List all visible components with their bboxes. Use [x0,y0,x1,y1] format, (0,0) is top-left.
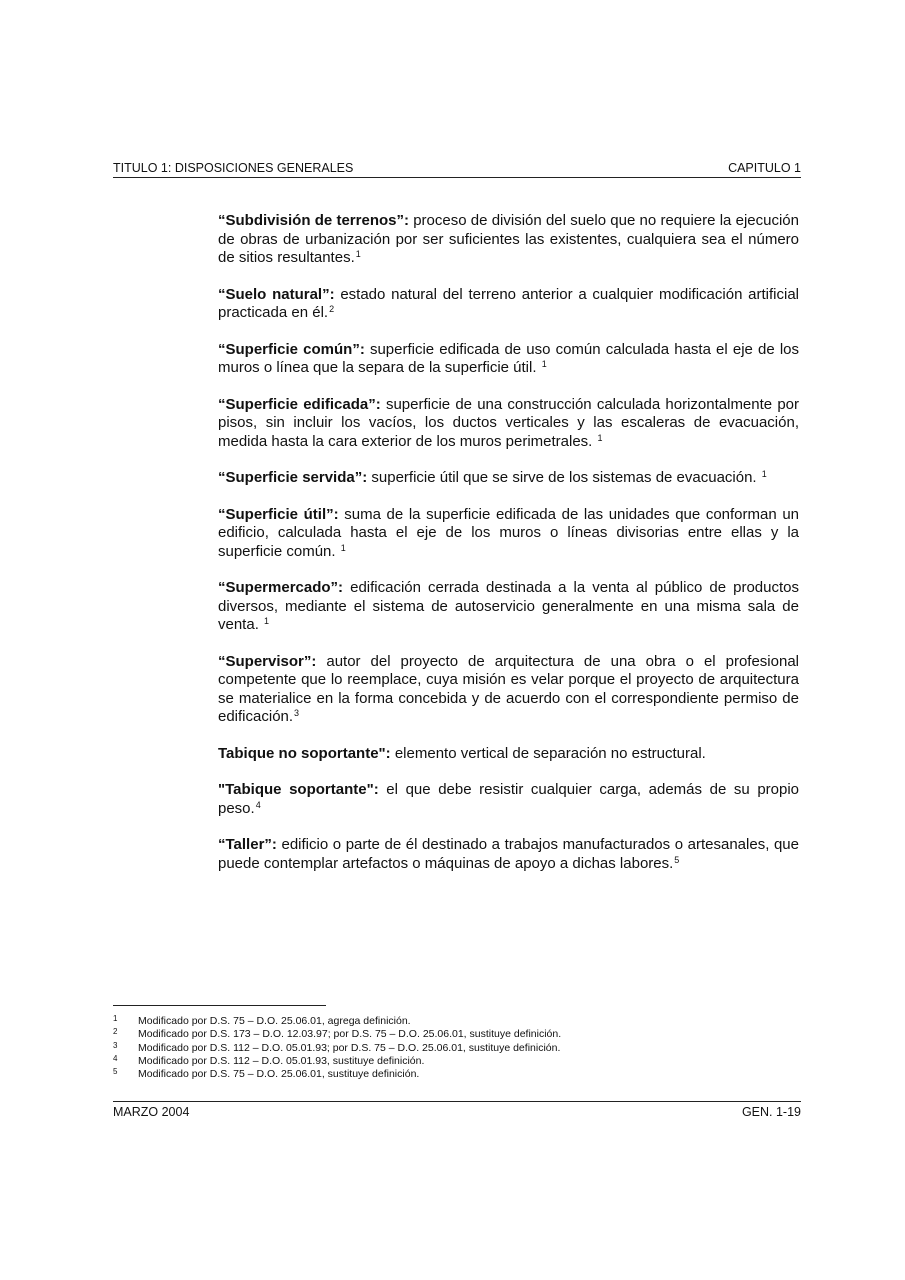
definition-entry [218,286,799,323]
footnote-ref: 4 [255,799,261,810]
definition-entry [218,781,799,818]
definition-term: “Taller”: [218,836,277,853]
definition-entry [218,836,799,873]
footnote-text: Modificado por D.S. 75 – D.O. 25.06.01, sustituye definición. [138,1068,420,1081]
footnote-ref: 5 [674,854,680,865]
definition-term: “Subdivisión de terrenos”: [218,212,409,229]
footnote-ref: 3 [294,708,300,718]
definition-term: “Superficie servida”: [218,469,368,486]
footnote-ref: 1 [355,249,361,259]
definition-term: “Supervisor”: [218,652,317,670]
definition-entry [218,653,799,727]
footnote-text: Modificado por D.S. 112 – D.O. 05.01.93, sustituye definición. [138,1054,425,1067]
footnote-number: 4 [113,1053,118,1063]
definition-term: “Superficie útil”: [218,505,339,523]
page-number: GEN. 1-19 [741,1105,801,1119]
definition-text: suma de la superficie edificada de las unidades que conforman un edificio, calculada hasta el eje de los muros o líneas divisorias entre ellas y la superficie común. [218,505,800,560]
footnote-number: 3 [113,1040,118,1050]
footnotes [113,1015,561,1081]
definition-entry [218,469,799,488]
footnote [113,1042,561,1055]
definition-text: superficie edificada de uso común calculada hasta el eje de los muros o línea que la separa de la superficie útil. [218,340,799,376]
definition-term: “Superficie común”: [218,340,365,358]
header-title: TITULO 1: DISPOSICIONES GENERALES [113,161,354,175]
footnote [113,1068,561,1081]
definition-text: el que debe resistir cualquier carga, además de su propio peso. [218,781,800,817]
footnote [113,1028,561,1041]
footnote-number: 2 [113,1027,118,1037]
definition-entry [218,396,799,452]
definition-term: “Suelo natural”: [218,285,335,303]
footnote-number: 1 [113,1014,118,1023]
footnote-ref: 1 [340,542,346,553]
definition-entry [218,506,799,562]
page-header [113,161,801,178]
definition-text: elemento vertical de separación no estructural. [390,744,706,762]
definition-entry [218,212,799,268]
header-chapter: CAPITULO 1 [728,161,801,175]
definition-text: superficie útil que se sirve de los sistemas de evacuación. [367,469,761,486]
definition-term: “Superficie edificada”: [218,395,381,413]
definition-text: autor del proyecto de arquitectura de una obra o el profesional competente que lo reemplace, cuya misión es velar porque el proyecto de arquitectura se materialice en la forma concebida y de acuerdo con el correspondiente permiso de edificación. [218,652,799,725]
footer-date: MARZO 2004 [113,1105,190,1119]
definition-entry [218,579,799,635]
footnote [113,1015,561,1028]
definition-term: Tabique no soportante": [218,744,391,762]
definition-text: proceso de división del suelo que no requiere la ejecución de obras de urbanización por ser suficientes las existentes, cualquiera sea el número de sitios resultantes. [218,212,799,266]
footnote-ref: 1 [264,616,270,626]
footnote-text: Modificado por D.S. 112 – D.O. 05.01.93; por D.S. 75 – D.O. 25.06.01, sustituye definición. [138,1041,561,1054]
footnote-text: Modificado por D.S. 173 – D.O. 12.03.97; por D.S. 75 – D.O. 25.06.01, sustituye definición. [138,1028,562,1041]
definition-entry [218,745,799,764]
footnote-ref: 1 [597,432,603,443]
footnote-ref: 1 [761,469,767,479]
definition-text: estado natural del terreno anterior a cualquier modificación artificial practicada en él. [218,285,799,321]
definition-term: "Tabique soportante": [218,781,379,798]
footnote-ref: 2 [329,304,335,314]
definition-entry [218,341,799,378]
page-footer [113,1101,801,1119]
footnote-text: Modificado por D.S. 75 – D.O. 25.06.01, agrega definición. [138,1015,411,1027]
footnote-divider [113,1005,326,1006]
definition-term: “Supermercado”: [218,579,344,596]
footnote-ref: 1 [541,359,547,369]
footnote-number: 5 [113,1067,118,1077]
definition-text: edificación cerrada destinada a la venta al público de productos diversos, mediante el sistema de autoservicio generalmente en una misma sala de venta. [218,579,799,633]
footnote [113,1055,561,1068]
definition-text: superficie de una construcción calculada horizontalmente por pisos, sin incluir los vacíos, los ductos verticales y las escaleras de evacuación, medida hasta la cara exterior de los muros perimetrales. [218,395,799,450]
definitions-list [218,212,799,891]
definition-text: edificio o parte de él destinado a trabajos manufacturados o artesanales, que puede contemplar artefactos o máquinas de apoyo a dichas labores. [218,836,799,872]
